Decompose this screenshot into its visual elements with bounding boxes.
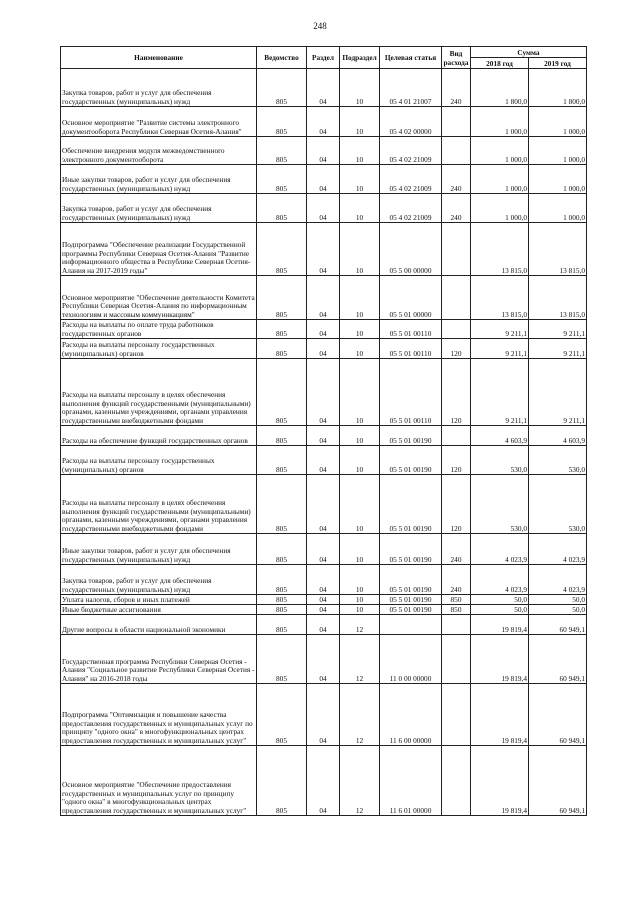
row-dept: 805 — [257, 426, 307, 446]
row-subsection: 10 — [340, 69, 380, 107]
table-row — [61, 320, 587, 339]
row-exptype: 120 — [442, 475, 471, 534]
row-name: Основное мероприятие "Обеспечение деятельности Комитета Республики Северная Осетия-Алания по информационным технологиям и массовым коммуникациям" — [61, 276, 257, 320]
header-section: Раздел — [307, 47, 340, 69]
row-target: 05 5 01 00190 — [380, 565, 442, 595]
row-exptype: 240 — [442, 69, 471, 107]
row-dept: 805 — [257, 746, 307, 816]
row-exptype — [442, 320, 471, 339]
row-name: Обеспечение внедрения модуля межведомственного электронного документооборота — [61, 137, 257, 165]
row-2018: 19 819,4 — [471, 746, 529, 816]
row-exptype: 240 — [442, 534, 471, 565]
row-2019: 60 949,1 — [529, 746, 587, 816]
row-2018: 530,0 — [471, 475, 529, 534]
row-section: 04 — [307, 359, 340, 426]
row-dept: 805 — [257, 605, 307, 615]
header-2018: 2018 год — [471, 58, 529, 69]
row-target: 05 4 02 21009 — [380, 194, 442, 223]
row-2019: 1 000,0 — [529, 107, 587, 137]
row-2019: 50,0 — [529, 605, 587, 615]
row-dept: 805 — [257, 223, 307, 276]
header-dept: Ведомство — [257, 47, 307, 69]
row-2019: 4 603,9 — [529, 426, 587, 446]
row-name: Иные закупки товаров, работ и услуг для обеспечения государственных (муниципальных) нужд — [61, 534, 257, 565]
row-target: 11 6 00 00000 — [380, 684, 442, 746]
row-2019: 60 949,1 — [529, 615, 587, 635]
table-row — [61, 107, 587, 137]
header-subsection: Подраздел — [340, 47, 380, 69]
row-subsection: 12 — [340, 615, 380, 635]
row-2019: 9 211,1 — [529, 359, 587, 426]
table-row — [61, 426, 587, 446]
row-2019: 4 023,9 — [529, 534, 587, 565]
row-2018: 4 603,9 — [471, 426, 529, 446]
row-exptype: 240 — [442, 565, 471, 595]
row-2018: 1 000,0 — [471, 107, 529, 137]
row-exptype: 240 — [442, 165, 471, 194]
row-dept: 805 — [257, 69, 307, 107]
row-2018: 4 023,9 — [471, 565, 529, 595]
table-row — [61, 165, 587, 194]
row-2018: 50,0 — [471, 605, 529, 615]
table-row — [61, 137, 587, 165]
row-subsection: 10 — [340, 107, 380, 137]
table-row — [61, 339, 587, 359]
table-row — [61, 69, 587, 107]
row-target: 05 4 02 21009 — [380, 137, 442, 165]
row-section: 04 — [307, 684, 340, 746]
row-2019: 4 023,9 — [529, 565, 587, 595]
row-target: 05 5 01 00190 — [380, 446, 442, 475]
row-section: 04 — [307, 475, 340, 534]
row-subsection: 10 — [340, 276, 380, 320]
row-exptype: 850 — [442, 595, 471, 605]
row-exptype — [442, 137, 471, 165]
row-section: 04 — [307, 165, 340, 194]
row-2018: 50,0 — [471, 595, 529, 605]
row-exptype — [442, 635, 471, 684]
row-subsection: 10 — [340, 165, 380, 194]
row-2019: 1 000,0 — [529, 165, 587, 194]
row-subsection: 10 — [340, 446, 380, 475]
row-dept: 805 — [257, 320, 307, 339]
row-2019: 1 000,0 — [529, 194, 587, 223]
row-2018: 19 819,4 — [471, 635, 529, 684]
row-subsection: 10 — [340, 534, 380, 565]
row-name: Государственная программа Республики Северная Осетия - Алания "Социальное развитие Республики Северная Осетия - Алания" на 2016-2018 годы — [61, 635, 257, 684]
row-name: Расходы на обеспечение функций государственных органов — [61, 426, 257, 446]
row-target: 05 5 01 00190 — [380, 475, 442, 534]
row-subsection: 10 — [340, 426, 380, 446]
row-name: Расходы на выплаты персоналу государственных (муниципальных) органов — [61, 446, 257, 475]
row-2019: 60 949,1 — [529, 684, 587, 746]
row-name: Иные закупки товаров, работ и услуг для обеспечения государственных (муниципальных) нужд — [61, 165, 257, 194]
row-exptype — [442, 276, 471, 320]
row-exptype — [442, 107, 471, 137]
table-body — [61, 69, 587, 816]
row-2018: 13 815,0 — [471, 223, 529, 276]
row-2018: 9 211,1 — [471, 359, 529, 426]
row-dept: 805 — [257, 534, 307, 565]
row-name: Расходы на выплаты персоналу государственных (муниципальных) органов — [61, 339, 257, 359]
table-header — [61, 47, 587, 69]
row-dept: 805 — [257, 684, 307, 746]
row-2018: 19 819,4 — [471, 684, 529, 746]
row-dept: 805 — [257, 137, 307, 165]
header-2019: 2019 год — [529, 58, 587, 69]
row-name: Иные бюджетные ассигнования — [61, 605, 257, 615]
row-dept: 805 — [257, 165, 307, 194]
row-2018: 1 800,0 — [471, 69, 529, 107]
header-sum: Сумма — [471, 47, 587, 58]
row-target: 05 5 01 00000 — [380, 276, 442, 320]
row-name: Расходы на выплаты персоналу в целях обеспечения выполнения функций государственными (муниципальными) органами, казенными учреждениями, органами управления государственными внебюджетными фондами — [61, 359, 257, 426]
row-target: 05 5 01 00190 — [380, 605, 442, 615]
row-target: 11 0 00 00000 — [380, 635, 442, 684]
row-section: 04 — [307, 223, 340, 276]
row-section: 04 — [307, 107, 340, 137]
row-section: 04 — [307, 534, 340, 565]
table-row — [61, 615, 587, 635]
table-row — [61, 605, 587, 615]
row-subsection: 12 — [340, 746, 380, 816]
row-target: 05 5 01 00110 — [380, 339, 442, 359]
page-number: 248 — [313, 21, 327, 31]
row-target: 05 5 01 00190 — [380, 595, 442, 605]
row-section: 04 — [307, 320, 340, 339]
row-2018: 9 211,1 — [471, 320, 529, 339]
row-name: Другие вопросы в области национальной экономики — [61, 615, 257, 635]
row-dept: 805 — [257, 475, 307, 534]
table-row — [61, 359, 587, 426]
row-target: 11 6 01 00000 — [380, 746, 442, 816]
row-target: 05 5 01 00110 — [380, 320, 442, 339]
row-dept: 805 — [257, 446, 307, 475]
row-2018: 13 815,0 — [471, 276, 529, 320]
table-row — [61, 475, 587, 534]
table-row — [61, 565, 587, 595]
row-2019: 50,0 — [529, 595, 587, 605]
row-subsection: 12 — [340, 635, 380, 684]
row-subsection: 10 — [340, 565, 380, 595]
row-subsection: 10 — [340, 359, 380, 426]
row-2019: 1 800,0 — [529, 69, 587, 107]
row-dept: 805 — [257, 194, 307, 223]
row-2018: 1 000,0 — [471, 165, 529, 194]
row-subsection: 10 — [340, 605, 380, 615]
row-dept: 805 — [257, 339, 307, 359]
row-target: 05 5 01 00190 — [380, 534, 442, 565]
row-target — [380, 615, 442, 635]
table-row — [61, 595, 587, 605]
table-row — [61, 746, 587, 816]
row-name: Основное мероприятие "Развитие системы электронного документооборота Республики Северная Осетия-Алания" — [61, 107, 257, 137]
row-subsection: 10 — [340, 475, 380, 534]
row-section: 04 — [307, 635, 340, 684]
table-row — [61, 276, 587, 320]
row-target: 05 5 01 00190 — [380, 426, 442, 446]
row-name: Закупка товаров, работ и услуг для обеспечения государственных (муниципальных) нужд — [61, 69, 257, 107]
row-section: 04 — [307, 137, 340, 165]
row-exptype — [442, 746, 471, 816]
row-section: 04 — [307, 194, 340, 223]
row-name: Закупка товаров, работ и услуг для обеспечения государственных (муниципальных) нужд — [61, 194, 257, 223]
row-section: 04 — [307, 746, 340, 816]
row-section: 04 — [307, 276, 340, 320]
row-target: 05 4 02 21009 — [380, 165, 442, 194]
row-section: 04 — [307, 605, 340, 615]
row-target: 05 4 01 21007 — [380, 69, 442, 107]
row-section: 04 — [307, 69, 340, 107]
row-2018: 9 211,1 — [471, 339, 529, 359]
row-name: Подпрограмма "Оптимизация и повышение качества предоставления государственных и муниципальных услуг по принципу "одного окна" в многофункциональных центрах предоставления государственных и муниципальных услуг" — [61, 684, 257, 746]
row-name: Основное мероприятие "Обеспечение предоставления государственных и муниципальных услуг по принципу "одного окна" в многофункциональных центрах предоставления государственных и муниципальных услуг" — [61, 746, 257, 816]
row-2019: 9 211,1 — [529, 320, 587, 339]
row-2019: 9 211,1 — [529, 339, 587, 359]
row-section: 04 — [307, 565, 340, 595]
row-dept: 805 — [257, 635, 307, 684]
row-subsection: 10 — [340, 223, 380, 276]
row-dept: 805 — [257, 615, 307, 635]
row-section: 04 — [307, 615, 340, 635]
row-2019: 13 815,0 — [529, 223, 587, 276]
row-section: 04 — [307, 339, 340, 359]
row-exptype: 240 — [442, 194, 471, 223]
row-2019: 13 815,0 — [529, 276, 587, 320]
row-dept: 805 — [257, 595, 307, 605]
row-name: Расходы на выплаты персоналу в целях обеспечения выполнения функций государственными (муниципальными) органами, казенными учреждениями, органами управления государственными внебюджетными фондами — [61, 475, 257, 534]
table-row — [61, 194, 587, 223]
budget-table — [60, 46, 587, 816]
row-2018: 530,0 — [471, 446, 529, 475]
row-name: Уплата налогов, сборов и иных платежей — [61, 595, 257, 605]
row-subsection: 10 — [340, 339, 380, 359]
table-row — [61, 534, 587, 565]
row-dept: 805 — [257, 565, 307, 595]
row-exptype — [442, 426, 471, 446]
table-row — [61, 635, 587, 684]
row-2019: 530,0 — [529, 475, 587, 534]
row-target: 05 5 01 00110 — [380, 359, 442, 426]
row-2018: 19 819,4 — [471, 615, 529, 635]
row-exptype — [442, 615, 471, 635]
row-name: Расходы на выплаты по оплате труда работников государственных органов — [61, 320, 257, 339]
header-exptype: Вид расхода — [443, 48, 469, 67]
row-2018: 1 000,0 — [471, 194, 529, 223]
row-exptype: 120 — [442, 339, 471, 359]
row-subsection: 10 — [340, 595, 380, 605]
row-subsection: 12 — [340, 684, 380, 746]
row-target: 05 4 02 00000 — [380, 107, 442, 137]
header-target: Целевая статья — [380, 47, 442, 69]
row-exptype — [442, 223, 471, 276]
row-2019: 60 949,1 — [529, 635, 587, 684]
row-section: 04 — [307, 595, 340, 605]
table-row — [61, 684, 587, 746]
table-row — [61, 446, 587, 475]
row-subsection: 10 — [340, 194, 380, 223]
row-2019: 530,0 — [529, 446, 587, 475]
row-section: 04 — [307, 446, 340, 475]
row-section: 04 — [307, 426, 340, 446]
row-exptype: 120 — [442, 446, 471, 475]
row-name: Закупка товаров, работ и услуг для обеспечения государственных (муниципальных) нужд — [61, 565, 257, 595]
row-subsection: 10 — [340, 137, 380, 165]
row-exptype: 120 — [442, 359, 471, 426]
row-exptype — [442, 684, 471, 746]
row-dept: 805 — [257, 359, 307, 426]
row-target: 05 5 00 00000 — [380, 223, 442, 276]
row-dept: 805 — [257, 107, 307, 137]
row-2018: 4 023,9 — [471, 534, 529, 565]
table-row — [61, 223, 587, 276]
row-2019: 1 000,0 — [529, 137, 587, 165]
row-2018: 1 000,0 — [471, 137, 529, 165]
row-name: Подпрограмма "Обеспечение реализации Государственной программы Республики Северная Осетия-Алания "Развитие информационного общества в Республике Северная Осетия-Алания на 2017-2019 годы" — [61, 223, 257, 276]
row-subsection: 10 — [340, 320, 380, 339]
header-name: Наименование — [61, 47, 257, 69]
row-dept: 805 — [257, 276, 307, 320]
row-exptype: 850 — [442, 605, 471, 615]
